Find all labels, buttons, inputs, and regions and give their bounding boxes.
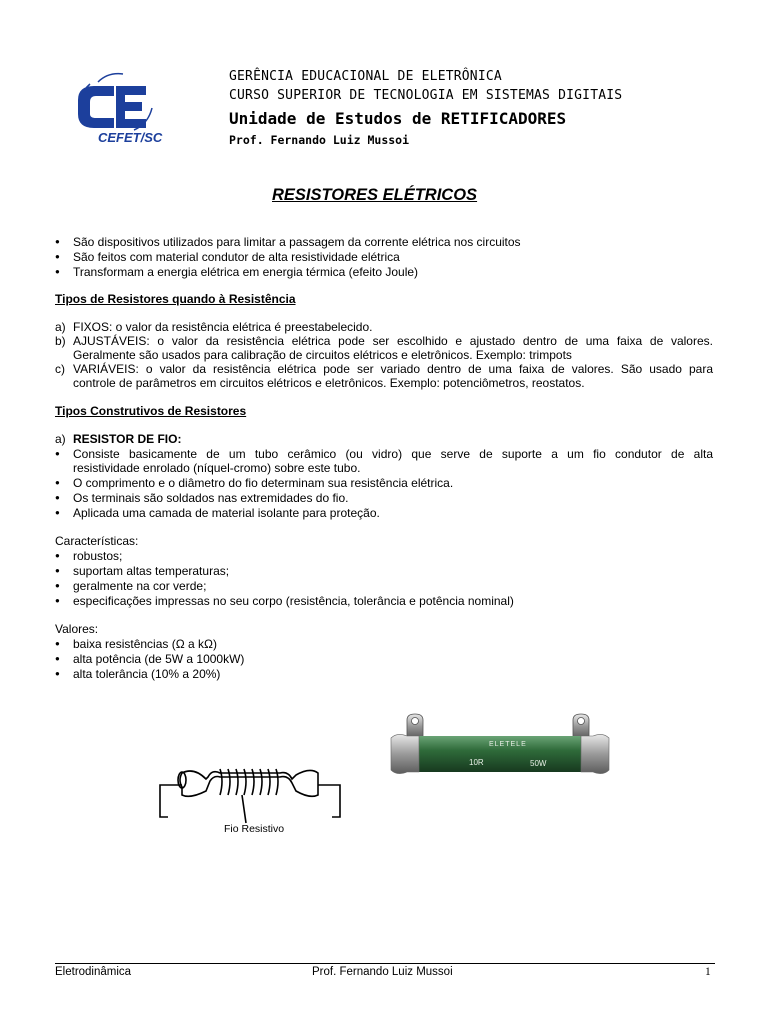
item-text: VARIÁVEIS: o valor da resistência elétrica pode ser variado dentro de uma faixa de valores. São usado para — [73, 362, 713, 376]
sub-heading: RESISTOR DE FIO: — [73, 432, 182, 446]
item-text: FIXOS: o valor da resistência elétrica é preestabelecido. — [73, 320, 373, 334]
logo-text: CEFET/SC — [98, 130, 163, 145]
characteristics-label: Características: — [55, 534, 139, 548]
list-item-continuation: resistividade enrolado (níquel-cromo) sobre este tubo. — [73, 461, 361, 475]
header-unit: Unidade de Estudos de RETIFICADORES — [229, 109, 567, 128]
cefet-logo — [68, 68, 176, 150]
footer-center: Prof. Fernando Luiz Mussoi — [312, 966, 453, 978]
header-prof: Prof. Fernando Luiz Mussoi — [229, 133, 410, 147]
photo-power-text: 50W — [530, 759, 547, 768]
wire-resistor-photo — [385, 712, 615, 790]
item-text: AJUSTÁVEIS: o valor da resistência elétrica pode ser escolhido e ajustado dentro de uma faixa de valores. — [73, 334, 713, 348]
wire-resistor-photo-icon — [385, 712, 615, 790]
footer-left: Eletrodinâmica — [55, 966, 132, 978]
item-marker: b) — [55, 334, 66, 348]
item-marker: a) — [55, 432, 66, 446]
item-text: Geralmente são usados para calibração de circuitos elétricos e eletrônicos. Exemplo: trimpots — [73, 348, 572, 362]
photo-brand-text: ELETELE — [489, 741, 527, 748]
header-line-1: GERÊNCIA EDUCACIONAL DE ELETRÔNICA — [229, 69, 502, 84]
header-line-2: CURSO SUPERIOR DE TECNOLOGIA EM SISTEMAS DIGITAIS — [229, 88, 623, 103]
item-marker: c) — [55, 362, 65, 376]
wire-resistor-diagram — [150, 755, 350, 845]
page-title: RESISTORES ELÉTRICOS — [272, 186, 478, 204]
diagram-label: Fio Resistivo — [224, 823, 285, 835]
values-label: Valores: — [55, 622, 99, 636]
section-heading-construction: Tipos Construtivos de Resistores — [55, 404, 247, 418]
section-heading-resistance: Tipos de Resistores quando à Resistência — [55, 292, 296, 306]
page-number: 1 — [705, 966, 711, 978]
photo-value-text: 10R — [469, 758, 484, 767]
footer-rule — [55, 963, 715, 964]
item-marker: a) — [55, 320, 66, 334]
item-text: controle de parâmetros em circuitos elétricos e eletrônicos. Exemplo: potenciômetros, reostatos. — [73, 376, 585, 390]
